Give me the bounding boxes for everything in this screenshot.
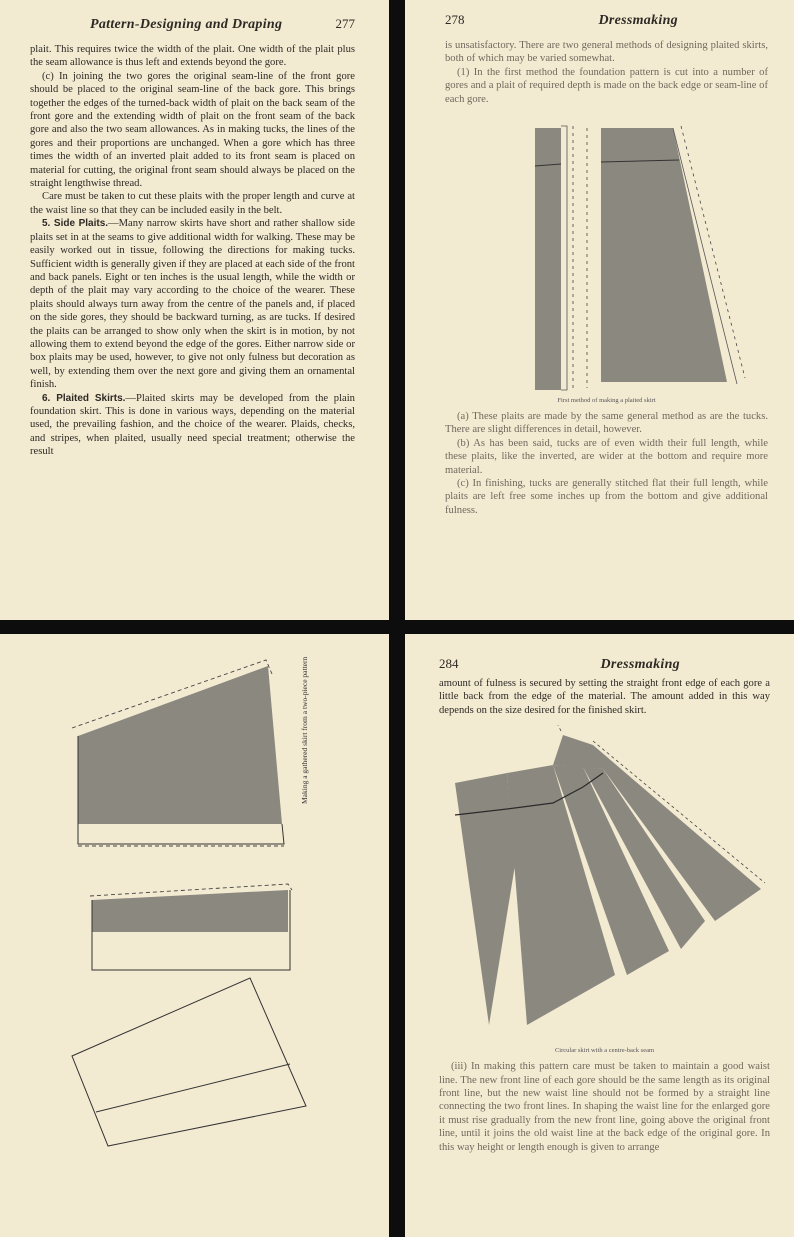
page-header xyxy=(445,12,768,29)
running-head: Dressmaking xyxy=(600,657,680,672)
body-text xyxy=(445,39,768,106)
paragraph: (c) In finishing, tucks are generally stitched flat their full length, while plaits are left free some inches up from the bottom and give additional fulness. xyxy=(445,478,768,516)
paragraph: is unsatisfactory. There are two general methods of designing plaited skirts, both of which may be varied somewhat. xyxy=(445,40,768,65)
circular-skirt-figure xyxy=(443,725,773,1045)
figure-caption: First method of making a plaited skirt xyxy=(557,397,656,405)
paragraph: (c) In joining the two gores the original seam-line of the front gore should be placed to the original seam-line of the back gore. This brings together the edges of the turned-back width of plait on the back seam of the front gore and the extending width of plait on the front seam of the back gore and also the two seam allowances. As in making tucks, the lines of the gores and their proportions are unchanged. When a gore which has three times the width of an inverted plait added to its front seam is placed on material for cutting, the original front seam should always be placed on the straight lengthwise thread. xyxy=(30,70,355,190)
section-heading: 6. Plaited Skirts. xyxy=(42,392,126,404)
skirt-gore-1 xyxy=(455,773,515,1025)
paragraph: (b) As has been said, tucks are of even width their full length, while these plaits, like the inverted, are wider at the bottom and require more material. xyxy=(445,437,768,476)
narrow-gore xyxy=(535,128,561,390)
paragraph-side-plaits xyxy=(30,217,355,391)
page-284 xyxy=(405,634,794,1237)
middle-pattern-fill xyxy=(92,890,288,932)
page-number: 284 xyxy=(439,656,459,671)
page-number: 277 xyxy=(335,16,355,31)
gore-plait-outline xyxy=(561,126,567,390)
gathered-skirt-figure xyxy=(0,634,389,1237)
paragraph: plait. This requires twice the width of the plait. One width of the plait plus the seam allowance is thus left and extends beyond the gore. xyxy=(30,44,355,69)
wide-gore xyxy=(601,128,727,382)
plaited-skirt-figure xyxy=(489,120,749,395)
figure-caption: Circular skirt with a centre-back seam xyxy=(554,1047,655,1055)
page-277 xyxy=(0,0,389,620)
lower-pattern-outline xyxy=(72,978,306,1146)
page-278 xyxy=(405,0,794,620)
section-heading: 5. Side Plaits. xyxy=(42,218,109,230)
paragraph-text: —Many narrow skirts have short and rather shallow side plaits set in at the seams to give additional width for walking. These may be easily worked out in tissue, following the directions for making tucks. Sufficient width is generally given if they are placed at each side of the front and back panels. Eight or ten inches is the usual length, while the width or depth of the plait may vary according to the choice of the wearer. These plaits should always turn away from the centre of the panels and, if placed on the side gores, they should be backward turning, as are tucks. If desired the plaits can be arranged to show only when the skirt is in motion, by not allowing them to extend beyond the edge of the gores. Either narrow side or box plaits may be used, however, to give not only fulness but decoration as well, by extending them over the next gore and giving them an ornamental finish. xyxy=(30,218,355,391)
paragraph: Care must be taken to cut these plaits with the proper length and curve at the waist line so that they can be included easily in the belt. xyxy=(30,191,355,216)
body-text xyxy=(30,43,355,459)
page-header xyxy=(439,656,770,673)
running-head: Dressmaking xyxy=(598,13,678,28)
page-header xyxy=(30,16,355,33)
body-text xyxy=(439,1060,770,1154)
figure-page xyxy=(0,634,389,1237)
paragraph: (1) In the first method the foundation pattern is cut into a number of gores and a plait of required depth is made on the back edge or seam-line of each gore. xyxy=(445,66,768,105)
running-head: Pattern-Designing and Draping xyxy=(90,17,283,32)
paragraph: (iii) In making this pattern care must be taken to maintain a good waist line. The new front line of each gore should be the same length as its original front line, but the new waist line should not be formed by a straight line connecting the two front lines. In shaping the waist line for the enlarged gore it must rise gradually from the new front line, going above the original front line, until it joins the old waist line at the back edge of the original gore. In this way height or length enough is given to arrange xyxy=(439,1061,770,1153)
paragraph: (a) These plaits are made by the same general method as are the tucks. There are slight differences in detail, however. xyxy=(445,411,768,436)
paragraph-plaited-skirts xyxy=(30,392,355,459)
waist-dash-line xyxy=(555,725,561,731)
body-text xyxy=(445,410,768,517)
figure-caption-vertical: Making a gathered skirt from a two-piece pattern xyxy=(300,656,309,804)
page-number: 278 xyxy=(445,12,465,27)
paragraph: amount of fulness is secured by setting the straight front edge of each gore a little back from the edge of the material. The amount added in this way depends on the size desired for the finished skirt. xyxy=(439,678,770,716)
body-text xyxy=(439,677,770,717)
lower-pattern-divider xyxy=(96,1064,290,1112)
paragraph-text: —Plaited skirts may be developed from the plain foundation skirt. This is done in various ways, depending on the material used, the prevailing fashion, and the choice of the wearer. Plaids, checks, and stripes, when plaited, usually need special treatment; otherwise the result xyxy=(30,392,355,458)
